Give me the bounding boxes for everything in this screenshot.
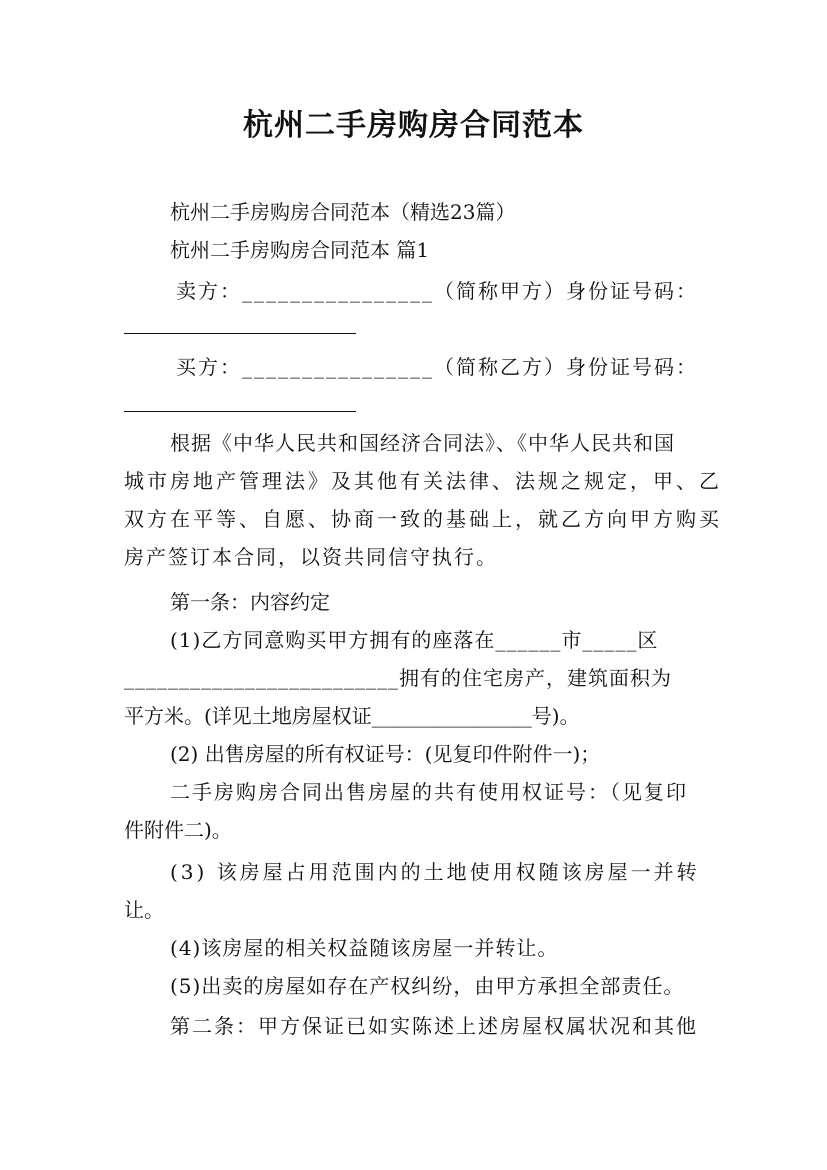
buyer-id-blank [124,411,356,412]
seller-line: 卖方：________________（简称甲方）身份证号码： [176,279,698,303]
paragraph-line: 根据《中华人民共和国经济合同法》、《中华人民共和国 [170,431,675,455]
clause-line: 让。 [124,898,164,922]
paragraph-line: 双方在平等、自愿、协商一致的基础上，就乙方向甲方购买 [124,507,722,531]
clause-line: 件附件二)。 [124,818,232,842]
clause-line: (3) 该房屋占用范围内的土地使用权随该房屋一并转 [170,860,700,884]
subtitle-line: 杭州二手房购房合同范本（精选23篇） [170,200,516,224]
clause-line: 二手房购房合同出售房屋的共有使用权证号：（见复印 [170,780,688,804]
buyer-line: 买方：________________（简称乙方）身份证号码： [176,355,698,379]
article-heading: 第一条：内容约定 [170,590,330,614]
clause-line: (4)该房屋的相关权益随该房屋一并转让。 [170,936,559,960]
clause-line: _________________________拥有的住宅房产，建筑面积为 [124,666,672,690]
section-heading: 杭州二手房购房合同范本 篇1 [170,238,430,262]
paragraph-line: 城市房地产管理法》及其他有关法律、法规之规定，甲、乙 [124,469,722,493]
seller-id-blank [124,333,356,334]
clause-line: (1)乙方同意购买甲方拥有的座落在______市_____区 [170,628,659,652]
paragraph-line: 房产签订本合同，以资共同信守执行。 [124,545,498,569]
clause-line: 平方米。(详见土地房屋权证________________号)。 [124,704,580,728]
article-heading: 第二条：甲方保证已如实陈述上述房屋权属状况和其他 [170,1014,698,1038]
document-title: 杭州二手房购房合同范本 [243,108,584,143]
clause-line: (5)出卖的房屋如存在产权纠纷，由甲方承担全部责任。 [170,974,685,998]
clause-line: (2) 出售房屋的所有权证号：(见复印件附件一)； [170,742,601,766]
